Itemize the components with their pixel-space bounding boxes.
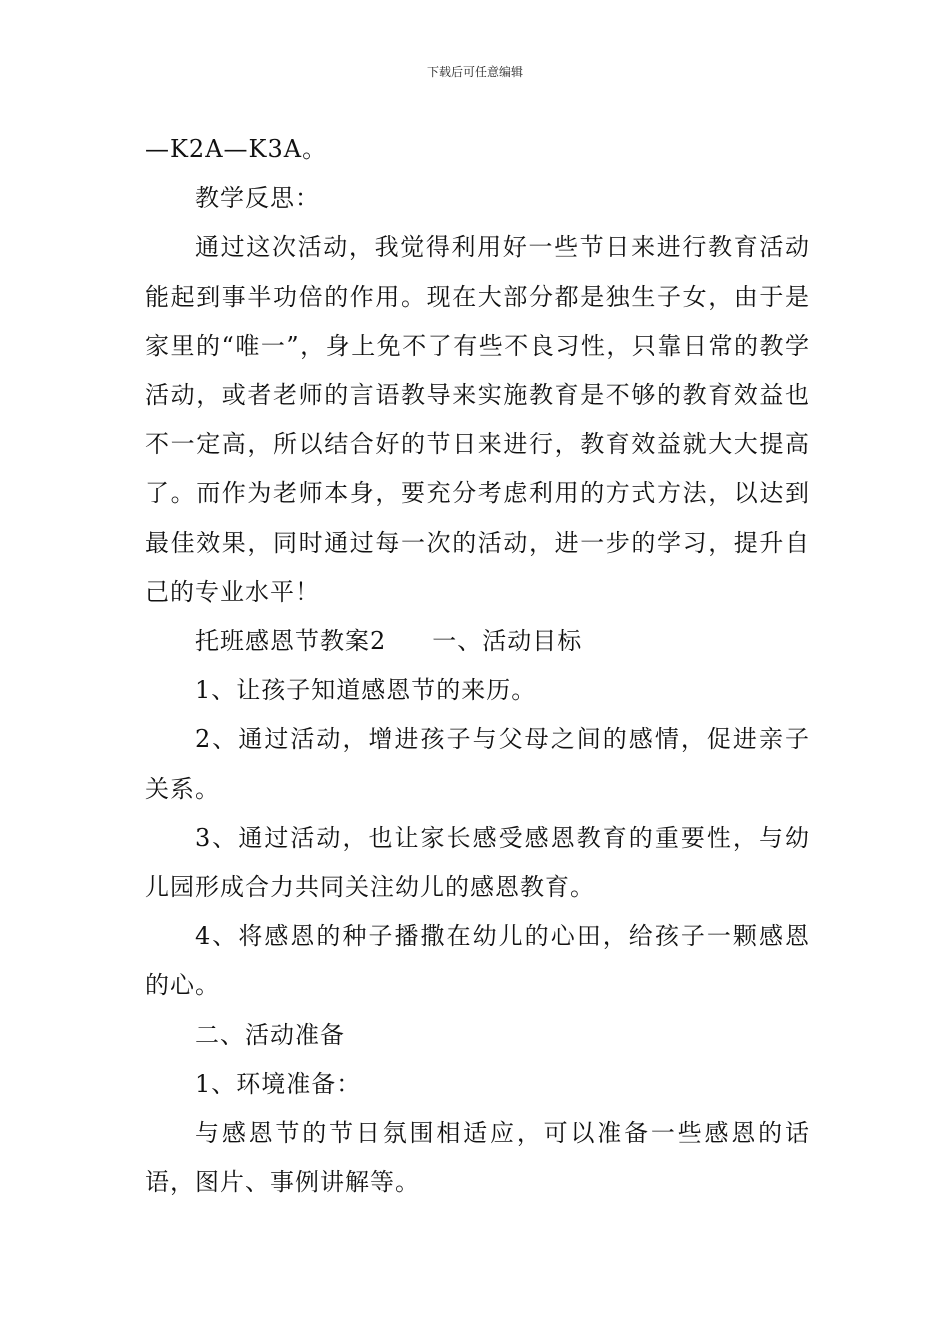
goals-heading: 一、活动目标 [432, 627, 583, 656]
paragraph-continuation: —K2A—K3A。 [145, 135, 328, 163]
preparation-heading: 二、活动准备 [195, 1020, 345, 1049]
section-title-line [145, 617, 810, 666]
goal-item: 4、将感恩的种子播撒在幼儿的心田，给孩子一颗感恩的心。 [145, 922, 810, 1000]
reflection-heading: 教学反思： [195, 184, 320, 213]
lesson-title: 托班感恩节教案2 [195, 627, 387, 656]
document-body [145, 125, 810, 1207]
preparation-text: 与感恩节的节日氛围相适应，可以准备一些感恩的话语，图片、事例讲解等。 [145, 1119, 810, 1197]
preparation-item: 1、环境准备： [195, 1069, 362, 1098]
reflection-paragraph: 通过这次活动，我觉得利用好一些节日来进行教育活动能起到事半功倍的作用。现在大部分都是独生子女，由于是家里的“唯一”，身上免不了有些不良习性，只靠日常的教学活动，或者老师的言语教导来实施教育是不够的教育效益也不一定高，所以结合好的节日来进行，教育效益就大大提高了。而作为老师本身，要充分考虑利用的方式方法，以达到最佳效果，同时通过每一次的活动，进一步的学习，提升自己的专业水平！ [145, 233, 810, 606]
page-header: 下载后可任意编辑 [426, 65, 523, 79]
goal-item: 1、让孩子知道感恩节的来历。 [195, 676, 537, 705]
goal-item: 2、通过活动，增进孩子与父母之间的感情，促进亲子关系。 [145, 725, 810, 803]
goal-item: 3、通过活动，也让家长感受感恩教育的重要性，与幼儿园形成合力共同关注幼儿的感恩教育。 [145, 823, 810, 902]
